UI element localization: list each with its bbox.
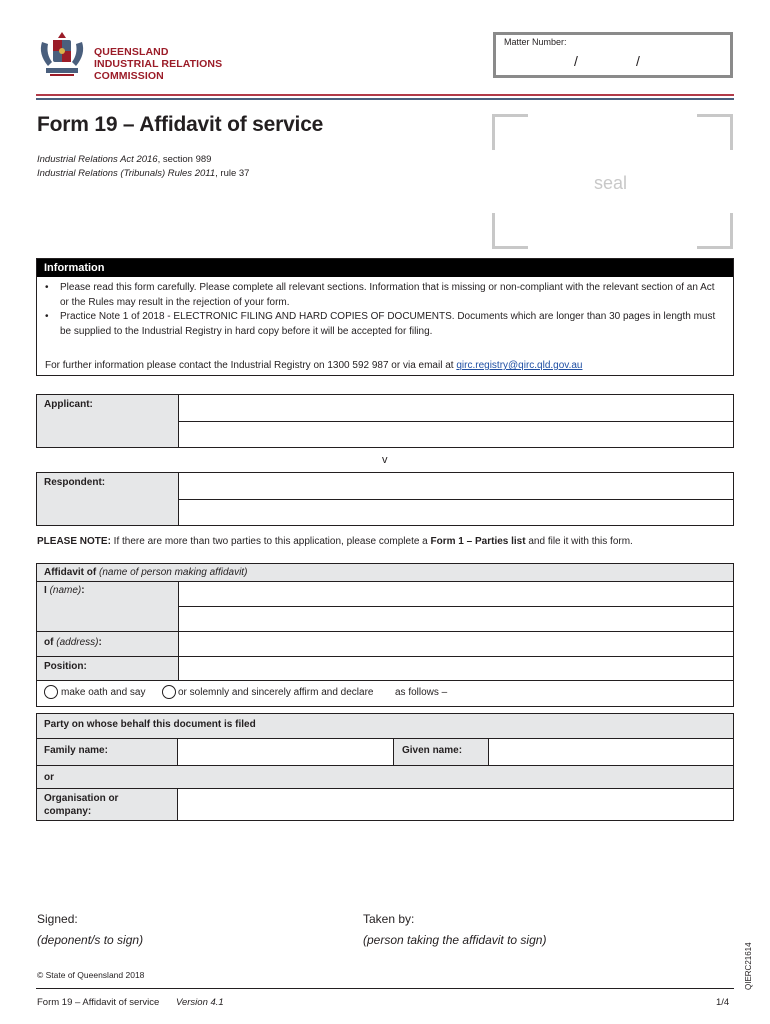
organisation-field[interactable] xyxy=(177,788,734,821)
act-section: , section 989 xyxy=(157,154,212,165)
family-name-label: Family name: xyxy=(44,745,108,756)
of-label: of xyxy=(44,637,54,648)
respondent-field-1[interactable] xyxy=(178,472,734,500)
header-rule-red xyxy=(36,94,734,96)
seal-corner-top-left xyxy=(492,114,528,150)
or-label: or xyxy=(44,772,54,783)
matter-number-separator-1: / xyxy=(574,53,578,69)
taken-by-hint: (person taking the affidavit to sign) xyxy=(363,933,547,947)
note-text-2: and file it with this form. xyxy=(525,536,633,547)
as-follows-label: as follows – xyxy=(395,687,448,698)
bullet-marker-1: • xyxy=(45,282,49,293)
respondent-label: Respondent: xyxy=(44,477,106,488)
i-label-colon: : xyxy=(81,585,85,596)
or-divider-top xyxy=(36,765,734,766)
organisation-label xyxy=(44,792,118,818)
matter-number-separator-2: / xyxy=(636,53,640,69)
act-name: Industrial Relations Act 2016 xyxy=(37,154,158,165)
given-name-label: Given name: xyxy=(402,745,463,756)
position-label: Position: xyxy=(44,661,87,672)
rules-section: , rule 37 xyxy=(215,168,250,179)
signed-label: Signed: xyxy=(37,912,78,926)
address-divider xyxy=(36,631,179,632)
affidavit-heading-bold: Affidavit of xyxy=(44,567,97,578)
coat-of-arms-logo xyxy=(36,28,88,80)
information-bullet-2: Practice Note 1 of 2018 - ELECTRONIC FILING AND HARD COPIES OF DOCUMENTS. Documents which are longer than 30 pages in length must be supplied to the Industrial Registry in hard copy before it will be accepted for filing. xyxy=(60,311,716,337)
registry-email-link[interactable]: qirc.registry@qirc.qld.gov.au xyxy=(456,360,583,371)
act-reference xyxy=(37,153,249,167)
footer-form-name: Form 19 – Affidavit of service xyxy=(37,997,160,1008)
org-name-line2: INDUSTRIAL RELATIONS xyxy=(94,58,223,70)
copyright: © State of Queensland 2018 xyxy=(37,970,145,980)
seal-corner-bottom-right xyxy=(697,213,733,249)
address-field[interactable] xyxy=(178,631,734,657)
position-field[interactable] xyxy=(178,656,734,681)
name-label xyxy=(44,585,85,596)
seal-corner-bottom-left xyxy=(492,213,528,249)
seal-corner-top-right xyxy=(697,114,733,150)
form-title: Form 19 – Affidavit of service xyxy=(37,113,324,136)
given-name-field[interactable] xyxy=(488,738,734,766)
matter-number-box[interactable] xyxy=(493,32,733,78)
signed-hint: (deponent/s to sign) xyxy=(37,933,144,947)
taken-by-label: Taken by: xyxy=(363,912,415,926)
respondent-field-2[interactable] xyxy=(178,499,734,526)
oath-radio[interactable] xyxy=(44,685,58,699)
note-form-ref: Form 1 – Parties list xyxy=(430,536,526,547)
of-label-colon: : xyxy=(98,637,102,648)
information-box xyxy=(36,258,734,376)
footer-rule xyxy=(36,988,734,989)
parties-note xyxy=(37,536,633,547)
rules-name: Industrial Relations (Tribunals) Rules 2011 xyxy=(37,168,216,179)
header-rule-blue xyxy=(36,98,734,100)
i-label: I xyxy=(44,585,47,596)
oath-option-label: make oath and say xyxy=(61,687,146,698)
org-name-line3: COMMISSION xyxy=(94,70,164,82)
footer-version: Version 4.1 xyxy=(176,997,224,1008)
affirm-radio[interactable] xyxy=(162,685,176,699)
information-body xyxy=(45,281,725,339)
affidavit-heading-italic: (name of person making affidavit) xyxy=(99,567,248,578)
family-name-field[interactable] xyxy=(177,738,394,766)
organisation-label-line1: Organisation or xyxy=(44,793,119,804)
affidavit-heading xyxy=(44,567,247,578)
organisation-label-line2: company: xyxy=(44,806,92,817)
party-behalf-heading: Party on whose behalf this document is filed xyxy=(44,719,256,730)
i-label-italic: (name) xyxy=(49,585,82,596)
contact-line xyxy=(45,359,582,374)
legislation-refs xyxy=(37,153,249,181)
position-divider xyxy=(36,656,179,657)
applicant-field-2[interactable] xyxy=(178,421,734,448)
contact-text: For further information please contact the Industrial Registry on 1300 592 987 or via email at xyxy=(45,360,457,371)
matter-number-label: Matter Number: xyxy=(504,37,567,47)
seal-label: seal xyxy=(594,173,628,193)
affirm-option-label: or solemnly and sincerely affirm and declare xyxy=(178,687,374,698)
org-name-line1: QUEENSLAND xyxy=(94,46,169,58)
applicant-field-1[interactable] xyxy=(178,394,734,422)
respondent-label-cell xyxy=(36,472,179,526)
org-name xyxy=(94,46,222,82)
applicant-label-cell xyxy=(36,394,179,448)
note-text-1: If there are more than two parties to this application, please complete a xyxy=(110,536,431,547)
of-label-italic: (address) xyxy=(56,637,99,648)
deponent-name-field-2[interactable] xyxy=(178,606,734,632)
information-bullet-1: Please read this form carefully. Please complete all relevant sections. Information that is missing or non-compliant with the relevant section of an Act or the Rules may result in the rejection of your form. xyxy=(60,282,715,308)
versus-label: v xyxy=(382,454,388,466)
bullet-marker-2: • xyxy=(45,311,49,322)
deponent-name-field-1[interactable] xyxy=(178,581,734,607)
form-code: QIERC21614 xyxy=(744,942,753,990)
address-label xyxy=(44,637,102,648)
information-heading: Information xyxy=(37,259,733,277)
page-number: 1/4 xyxy=(716,997,730,1008)
note-bold: PLEASE NOTE: xyxy=(37,536,111,547)
applicant-label: Applicant: xyxy=(44,399,93,410)
rules-reference xyxy=(37,167,249,181)
